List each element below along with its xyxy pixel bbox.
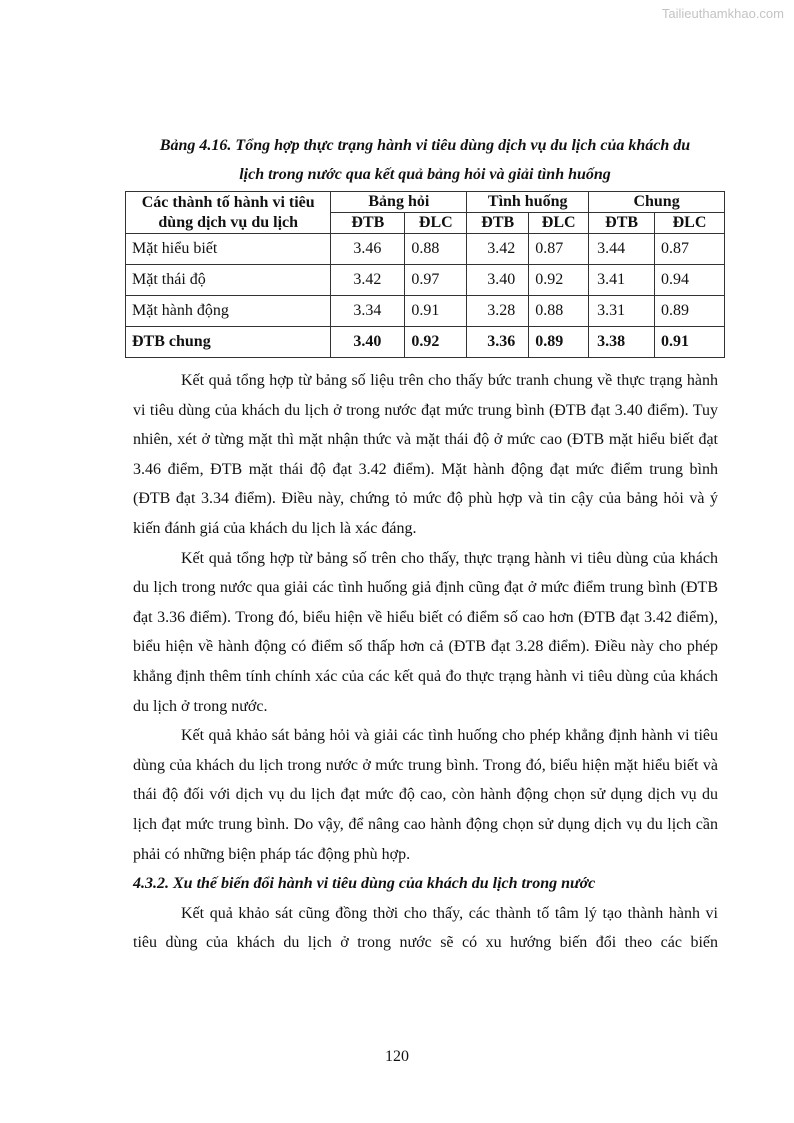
table-group-header: Chung [589,192,725,213]
row-label: Mặt hiểu biết [126,234,331,265]
caption-line-2: lịch trong nước qua kết quả bảng hỏi và giải tình huống [239,166,611,183]
table-cell: 3.44 [589,234,655,265]
watermark: Tailieuthamkhao.com [661,6,784,21]
table-cell: 0.87 [529,234,589,265]
table-cell: 3.42 [331,265,405,296]
table-cell: 0.88 [529,296,589,327]
paragraph: Kết quả khảo sát bảng hỏi và giải các tình huống cho phép khẳng định hành vi tiêu dùng của khách du lịch trong nước ở mức trung bình. Trong đó, biểu hiện mặt hiểu biết và thái độ đối với dịch vụ du lịch đạt mức độ cao, còn hành động chọn sử dụng dịch vụ du lịch đạt mức trung bình. Do vậy, để nâng cao hành động chọn sử dụng dịch vụ du lịch cần phải có những biện pháp tác động phù hợp. [133,727,718,863]
table-cell: 0.91 [405,296,467,327]
caption-line-1: Bảng 4.16. Tổng hợp thực trạng hành vi tiêu dùng dịch vụ du lịch của khách du [159,137,691,154]
row-label: ĐTB chung [126,327,331,358]
section-heading: 4.3.2. Xu thế biến đổi hành vi tiêu dùng của khách du lịch trong nước [133,875,596,893]
table-sub-header: ĐTB [467,213,529,234]
table-cell: 0.94 [655,265,725,296]
table-cell: 3.28 [467,296,529,327]
table-row-total [126,327,725,358]
table-cell: 3.42 [467,234,529,265]
paragraph: Kết quả tổng hợp từ bảng số trên cho thấy, thực trạng hành vi tiêu dùng của khách du lịch trong nước qua giải các tình huống giả định cũng đạt ở mức điểm trung bình (ĐTB đạt 3.36 điểm). Trong đó, biểu hiện về hiểu biết có điểm số cao hơn (ĐTB đạt 3.42 điểm), biểu hiện về hành động có điểm số thấp hơn cả (ĐTB đạt 3.28 điểm). Điều này cho phép khẳng định thêm tính chính xác của các kết quả đo thực trạng hành vi tiêu dùng của khách du lịch ở trong nước. [133,549,718,715]
table-cell: 0.91 [655,327,725,358]
page-number: 120 [385,1048,409,1065]
body-text [133,366,718,958]
table-cell: 3.40 [331,327,405,358]
table-group-header: Tình huống [467,192,589,213]
table-cell: 0.89 [655,296,725,327]
table-cell: 3.46 [331,234,405,265]
table-cell: 3.36 [467,327,529,358]
row-label: Mặt thái độ [126,265,331,296]
table-group-header: Bảng hỏi [331,192,467,213]
table-cell: 0.88 [405,234,467,265]
table-cell: 3.41 [589,265,655,296]
table-cell: 3.40 [467,265,529,296]
results-table [125,191,725,358]
paragraph: Kết quả khảo sát cũng đồng thời cho thấy, các thành tố tâm lý tạo thành hành vi tiêu dùng của khách du lịch ở trong nước sẽ có xu hướng biến đổi theo các biến [133,904,718,952]
table-header-label: Các thành tố hành vi tiêu dùng dịch vụ du lịch [126,192,331,234]
table-cell: 0.92 [405,327,467,358]
table-cell: 0.97 [405,265,467,296]
table-sub-header: ĐLC [529,213,589,234]
table-sub-header: ĐTB [331,213,405,234]
table-cell: 0.89 [529,327,589,358]
table-row [126,265,725,296]
table-cell: 3.38 [589,327,655,358]
table-sub-header: ĐTB [589,213,655,234]
table-sub-header: ĐLC [405,213,467,234]
paragraph: Kết quả tổng hợp từ bảng số liệu trên cho thấy bức tranh chung về thực trạng hành vi tiêu dùng của khách du lịch ở trong nước đạt mức trung bình (ĐTB đạt 3.40 điểm). Tuy nhiên, xét ở từng mặt thì mặt nhận thức và mặt thái độ ở mức cao (ĐTB mặt hiểu biết đạt 3.46 điểm, ĐTB mặt thái độ đạt 3.42 điểm). Mặt hành động đạt mức điểm trung bình (ĐTB đạt 3.34 điểm). Điều này, chứng tỏ mức độ phù hợp và tin cậy của bảng hỏi và ý kiến đánh giá của khách du lịch là xác đáng. [133,372,718,537]
table-row [126,234,725,265]
table-row [126,296,725,327]
table-cell: 0.87 [655,234,725,265]
table-caption [125,131,725,189]
table-cell: 3.34 [331,296,405,327]
table-cell: 0.92 [529,265,589,296]
table-cell: 3.31 [589,296,655,327]
table-sub-header: ĐLC [655,213,725,234]
row-label: Mặt hành động [126,296,331,327]
